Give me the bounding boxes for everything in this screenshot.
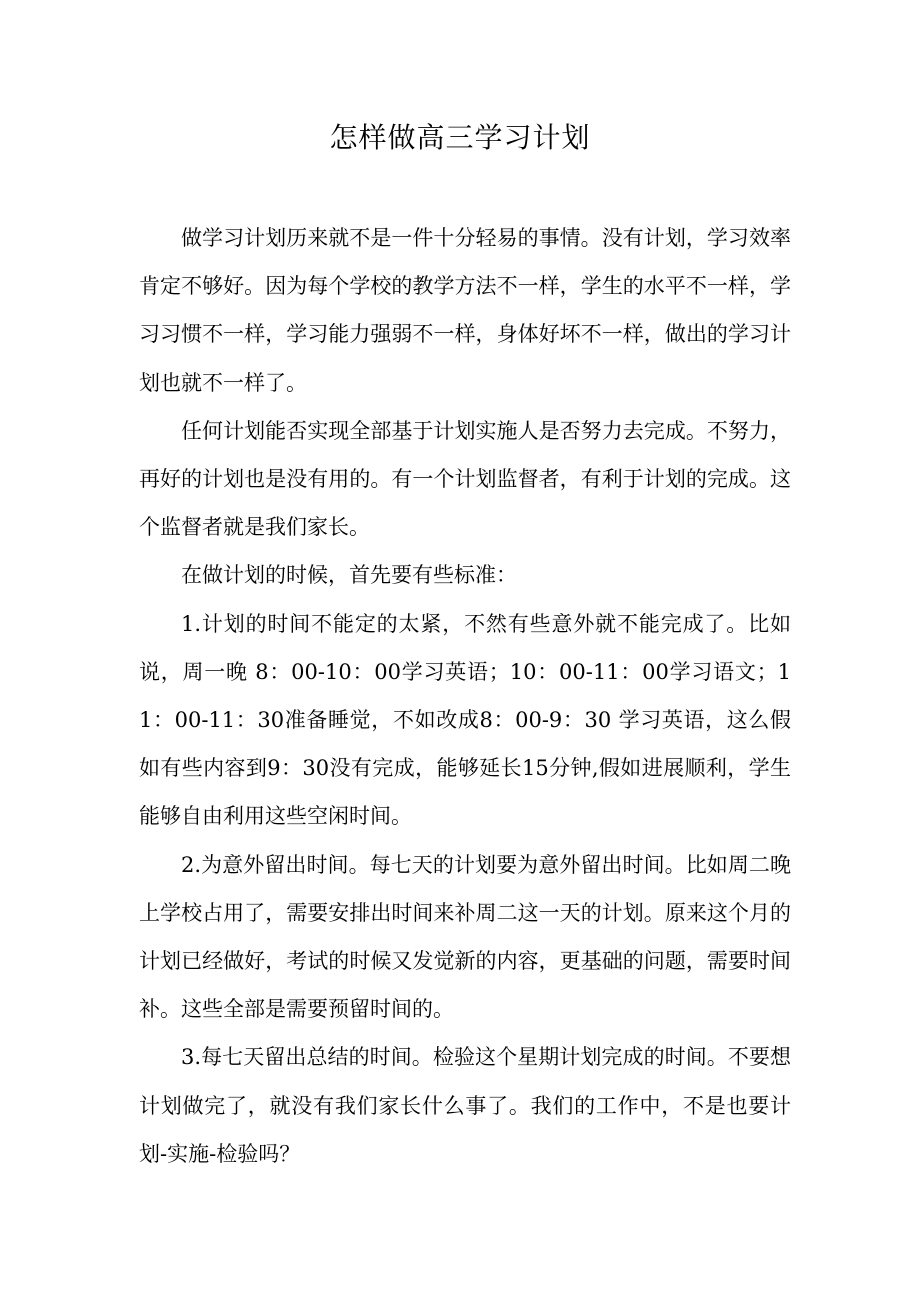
document-title: 怎样做高三学习计划 bbox=[329, 121, 591, 154]
paragraph-point-2: 2.为意外留出时间。每七天的计划要为意外留出时间。比如周二晚上学校占用了，需要安排出时间来补周二这一天的计划。原来这个月的计划已经做好，考试的时候又发觉新的内容，更基础的问题，需要时间补。这些全部是需要预留时间的。 bbox=[139, 852, 791, 1022]
paragraph-supervisor: 任何计划能否实现全部基于计划实施人是否努力去完成。不努力，再好的计划也是没有用的。有一个计划监督者，有利于计划的完成。这个监督者就是我们家长。 bbox=[139, 418, 791, 540]
paragraph-point-1: 1.计划的时间不能定的太紧，不然有些意外就不能完成了。比如说，周一晚 8：00-10：00学习英语；10：00-11：00学习语文；11：00-11：30准备睡觉，不如改成8：00-9：30 学习英语，这么假如有些内容到9：30没有完成，能够延长15分钟,假如进展顺利，学生能够自由利用这些空闲时间。 bbox=[139, 611, 791, 829]
paragraph-point-3: 3.每七天留出总结的时间。检验这个星期计划完成的时间。不要想计划做完了，就没有我们家长什么事了。我们的工作中，不是也要计划-实施-检验吗？ bbox=[139, 1045, 791, 1166]
paragraph-standards-intro: 在做计划的时候，首先要有些标准： bbox=[181, 563, 517, 588]
document-body bbox=[139, 214, 791, 1178]
paragraph-intro: 做学习计划历来就不是一件十分轻易的事情。没有计划，学习效率肯定不够好。因为每个学校的教学方法不一样，学生的水平不一样，学习习惯不一样，学习能力强弱不一样，身体好坏不一样，做出的学习计划也就不一样了。 bbox=[139, 226, 791, 395]
